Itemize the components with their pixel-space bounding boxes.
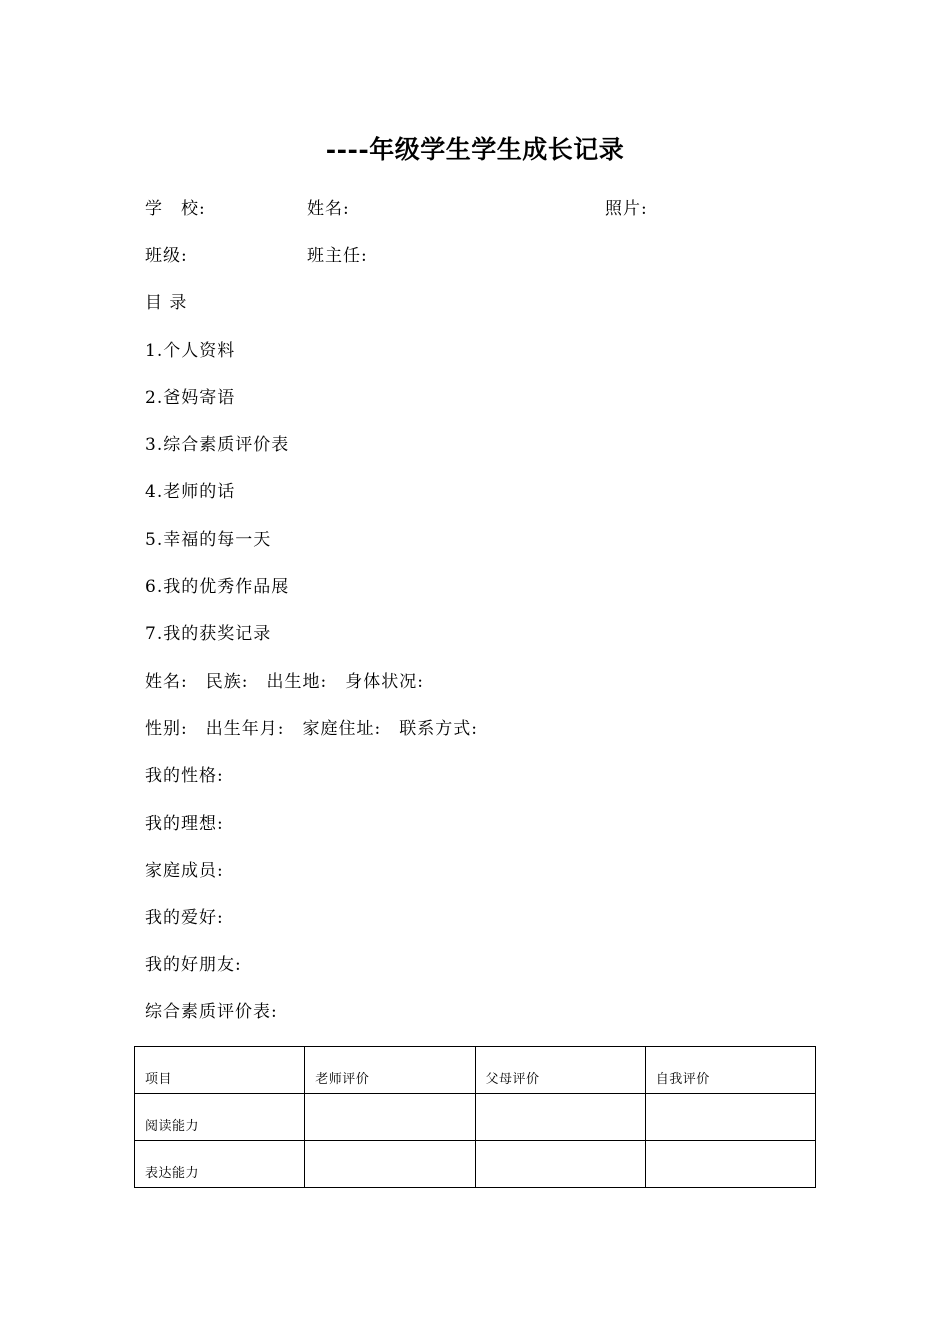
profile-birthplace-label: 出生地: [266, 672, 328, 692]
column-header: 自我评价 [645, 1047, 815, 1094]
toc-item: 4.老师的话 [145, 482, 236, 502]
photo-label: 照片: [605, 199, 648, 219]
page-title: ----年级学生学生成长记录 [325, 135, 625, 164]
ideal-label: 我的理想: [145, 814, 224, 834]
column-header: 父母评价 [475, 1047, 645, 1094]
self-eval-cell[interactable] [645, 1094, 815, 1141]
self-eval-cell[interactable] [645, 1141, 815, 1188]
hobbies-label: 我的爱好: [145, 908, 224, 928]
toc-item: 5.幸福的每一天 [145, 530, 272, 550]
row-label: 表达能力 [135, 1141, 305, 1188]
profile-address-label: 家庭住址: [302, 719, 382, 739]
table-header-row [135, 1047, 816, 1094]
profile-row-2 [145, 717, 478, 741]
profile-row-1 [145, 670, 424, 694]
profile-gender-label: 性别: [145, 719, 188, 739]
class-label: 班级: [145, 246, 188, 266]
parent-eval-cell[interactable] [475, 1094, 645, 1141]
toc-item: 1.个人资料 [145, 341, 236, 361]
table-row [135, 1141, 816, 1188]
toc-item: 6.我的优秀作品展 [145, 577, 290, 597]
evaluation-heading: 综合素质评价表: [145, 1002, 278, 1022]
toc-item: 3.综合素质评价表 [145, 435, 290, 455]
profile-name-label: 姓名: [145, 672, 188, 692]
profile-health-label: 身体状况: [345, 672, 424, 692]
best-friends-label: 我的好朋友: [145, 955, 242, 975]
teacher-eval-cell[interactable] [305, 1141, 475, 1188]
personality-label: 我的性格: [145, 766, 224, 786]
toc-item: 7.我的获奖记录 [145, 624, 272, 644]
row-label: 阅读能力 [135, 1094, 305, 1141]
name-label: 姓名: [307, 199, 350, 219]
toc-heading: 目 录 [145, 293, 188, 313]
head-teacher-label: 班主任: [307, 246, 368, 266]
evaluation-table [134, 1046, 816, 1188]
profile-contact-label: 联系方式: [399, 719, 478, 739]
profile-ethnicity-label: 民族: [205, 672, 249, 692]
profile-birthdate-label: 出生年月: [205, 719, 285, 739]
family-members-label: 家庭成员: [145, 861, 224, 881]
column-header: 老师评价 [305, 1047, 475, 1094]
school-label: 学 校: [145, 199, 206, 219]
column-header: 项目 [135, 1047, 305, 1094]
parent-eval-cell[interactable] [475, 1141, 645, 1188]
toc-item: 2.爸妈寄语 [145, 388, 236, 408]
teacher-eval-cell[interactable] [305, 1094, 475, 1141]
table-row [135, 1094, 816, 1141]
